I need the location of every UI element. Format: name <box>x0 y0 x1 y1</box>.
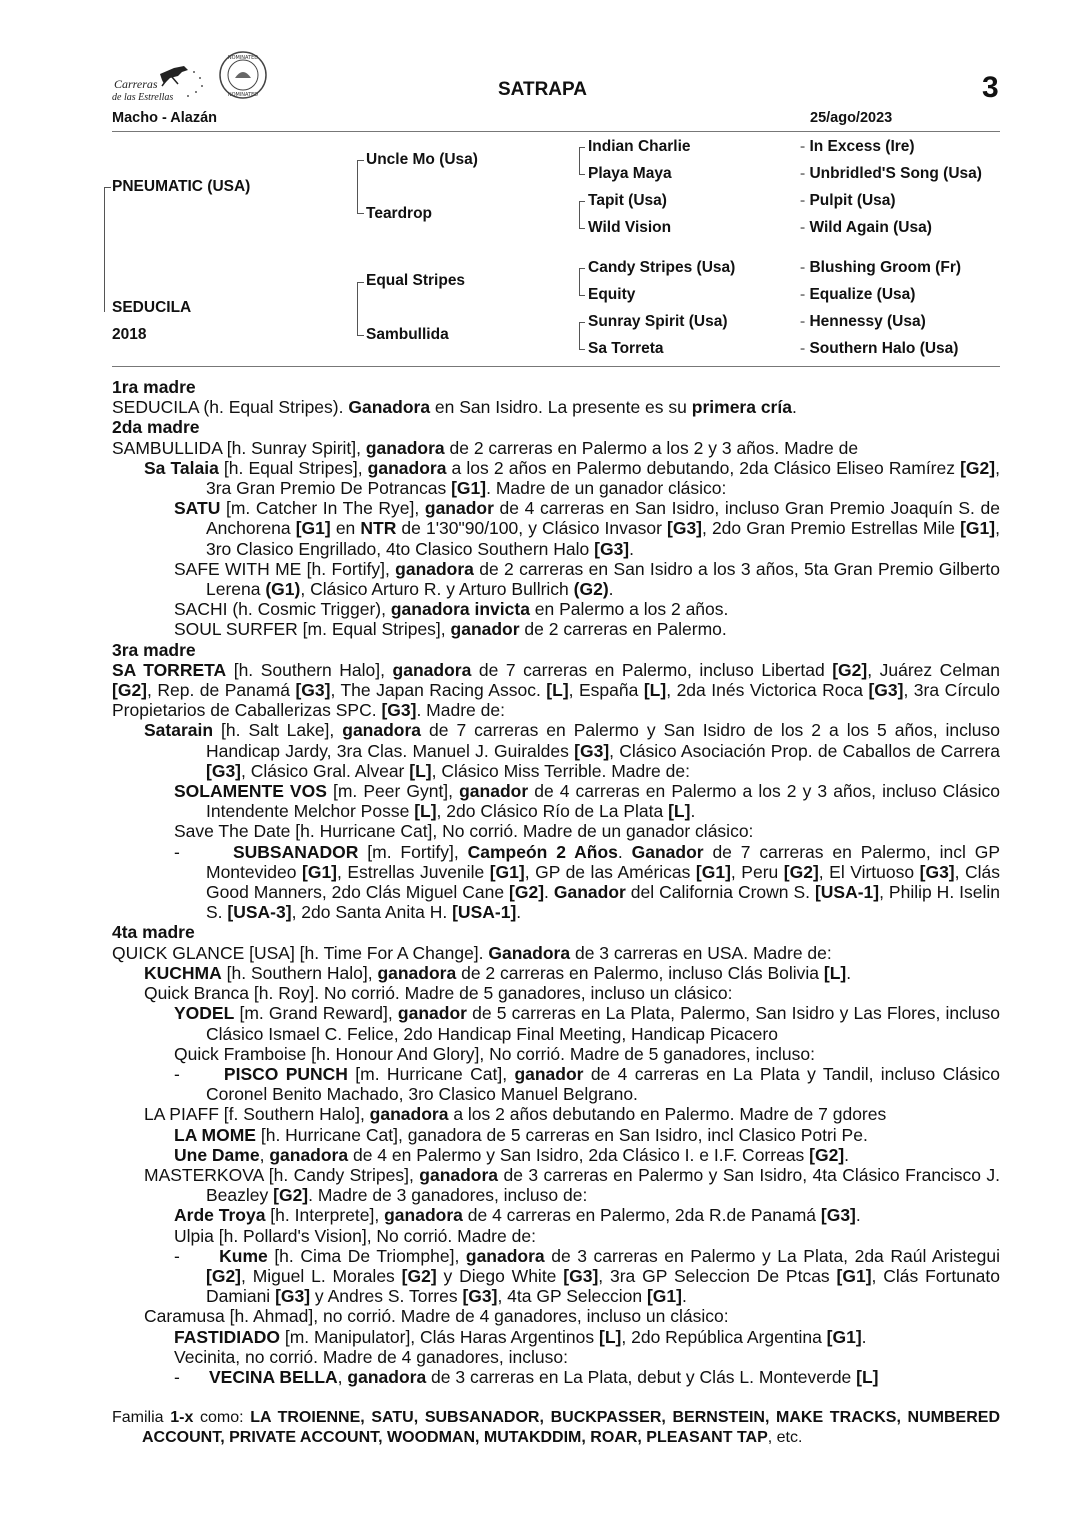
pedigree-g2: Uncle Mo (Usa) <box>366 151 478 168</box>
section-heading: 2da madre <box>112 417 200 438</box>
pedigree-g3: Equity <box>588 286 636 303</box>
section-heading: 1ra madre <box>112 377 196 397</box>
produce-entry: Arde Troya [h. Interprete], ganadora de 4 carreras en Palermo, 2da R.de Panamá [G3]. <box>174 1205 861 1226</box>
produce-entry: Une Dame, ganadora de 4 en Palermo y San Isidro, 2da Clásico I. e I.F. Correas [G2]. <box>174 1144 850 1165</box>
fourth-dam-entry: QUICK GLANCE [USA] [h. Time For A Change]. Ganadora de 3 carreras en USA. Madre de: <box>112 942 832 963</box>
breeders-cup-seal <box>218 50 268 100</box>
pedigree-g2: Equal Stripes <box>366 272 466 289</box>
produce-entry: SATU [m. Catcher In The Rye], ganador de 4 carreras en San Isidro, incluso Gran Premio Joaquín S. de Anchorena [G1] en NTR de 1'30"90/100, y Clásico Invasor [G3], 2do Gran Premio Estrellas Mile [G1], 3ro Clasico Engrillado, 4to Clasico Southern Halo [G3]. <box>174 498 1000 559</box>
produce-entry: SACHI (h. Cosmic Trigger), ganadora invicta en Palermo a los 2 años. <box>174 599 729 620</box>
pedigree-g4: - Unbridled'S Song (Usa) <box>800 165 982 182</box>
produce-entry: SAFE WITH ME [h. Fortify], ganadora de 2 carreras en San Isidro a los 3 años, 5ta Gran Premio Gilberto Lerena (G1), Clásico Arturo R. y Arturo Bullrich (G2). <box>174 558 1000 600</box>
produce-entry: Sa Talaia [h. Equal Stripes], ganadora a los 2 años en Palermo debutando, 2da Clásico Eliseo Ramírez [G2], 3ra Gran Premio De Potrancas [G1]. Madre de un ganador clásico: <box>144 457 1000 499</box>
sex-color: Macho - Alazán <box>112 110 218 126</box>
produce-entry: Quick Framboise [h. Honour And Glory], No corrió. Madre de 5 ganadores, incluso: <box>174 1043 815 1064</box>
produce-entry: FASTIDIADO [m. Manipulator], Clás Haras Argentinos [L], 2do República Argentina [G1]. <box>174 1326 867 1347</box>
produce-entry: LA MOME [h. Hurricane Cat], ganadora de 5 carreras en San Isidro, incl Clasico Potri Pe. <box>174 1124 868 1145</box>
produce-entry: MASTERKOVA [h. Candy Stripes], ganadora de 3 carreras en Palermo y San Isidro, 4ta Clásico Francisco J. Beazley [G2]. Madre de 3 ganadores, incluso de: <box>144 1164 1000 1206</box>
pedigree-divider <box>112 366 1000 367</box>
svg-text:NOMINATED: NOMINATED <box>227 92 259 98</box>
produce-entry: - SUBSANADOR [m. Fortify], Campeón 2 Años. Ganador de 7 carreras en Palermo, incl GP Montevideo [G1], Estrellas Juvenile [G1], GP de las Américas [G1], Peru [G2], El Virtuoso [G3], Clás Good Manners, 2do Clás Miguel Cane [G2]. Ganador del California Crown S. [USA-1], Philip H. Iselin S. [USA-3], 2do Santa Anita H. [USA-1]. <box>174 841 1001 923</box>
family-notes <box>112 377 1000 1387</box>
third-dam-entry: SA TORRETA [h. Southern Halo], ganadora de 7 carreras en Palermo, incluso Libertad [G2], Juárez Celman [G2], Rep. de Panamá [G3], The Japan Racing Assoc. [L], España [L], 2da Inés Victorica Roca [G3], 3ra Círculo Propietarios de Caballerizas SPC. [G3]. Madre de: <box>112 659 1001 721</box>
section-heading: 4ta madre <box>112 922 195 943</box>
pedigree-g4: - Pulpit (Usa) <box>800 192 896 209</box>
sale-date: 25/ago/2023 <box>810 110 893 126</box>
horse-icon <box>112 60 212 104</box>
pedigree-g4: - In Excess (Ire) <box>800 138 915 155</box>
birth-year: 2018 <box>112 326 147 343</box>
footer-etc: , etc. <box>767 1429 803 1446</box>
pedigree-g3: Tapit (Usa) <box>588 192 667 209</box>
produce-entry: - VECINA BELLA, ganadora de 3 carreras en La Plata, debut y Clás L. Monteverde [L] <box>174 1366 879 1387</box>
produce-entry: - Kume [h. Cima De Triomphe], ganadora de 3 carreras en Palermo y La Plata, 2da Raúl Aristegui [G2], Miguel L. Morales [G2] y Diego White [G3], 3ra GP Seleccion De Ptcas [G1], Clás Fortunato Damiani [G3] y Andres S. Torres [G3], 4ta GP Seleccion [G1]. <box>174 1245 1001 1307</box>
pedigree-g4: - Hennessy (Usa) <box>800 313 926 330</box>
granddam-entry: SAMBULLIDA [h. Sunray Spirit], ganadora de 2 carreras en Palermo a los 2 y 3 años. Madre de <box>112 437 859 458</box>
pedigree-g4: - Southern Halo (Usa) <box>800 340 959 357</box>
produce-entry: KUCHMA [h. Southern Halo], ganadora de 2 carreras en Palermo, incluso Clás Bolivia [L]. <box>144 962 852 983</box>
produce-entry: YODEL [m. Grand Reward], ganador de 5 carreras en La Plata, Palermo, San Isidro y Las Flores, incluso Clásico Ismael C. Felice, 2do Handicap Final Meeting, Handicap Picacero <box>174 1003 1000 1044</box>
produce-entry: SOLAMENTE VOS [m. Peer Gynt], ganador de 4 carreras en Palermo a los 2 y 3 años, incluso Clásico Intendente Melchor Posse [L], 2do Clásico Río de La Plata [L]. <box>174 781 1000 822</box>
svg-text:Carreras: Carreras <box>114 77 158 91</box>
family-footer <box>112 1408 1000 1448</box>
race-logo <box>112 60 212 104</box>
sire-name: PNEUMATIC (USA) <box>112 178 251 195</box>
header-divider <box>112 131 1000 132</box>
pedigree-g3: Sunray Spirit (Usa) <box>588 313 728 330</box>
section-heading: 3ra madre <box>112 639 196 660</box>
pedigree-g3: Indian Charlie <box>588 138 691 155</box>
dam-entry: SEDUCILA (h. Equal Stripes). Ganadora en San Isidro. La presente es su primera cría. <box>112 397 797 418</box>
family-names: LA TROIENNE, SATU, SUBSANADOR, BUCKPASSER, BERNSTEIN, MAKE TRACKS, NUMBERED ACCOUNT, PRIVATE ACCOUNT, WOODMAN, MUTAKDDIM, ROAR, PLEASANT TAP <box>142 1409 1001 1446</box>
footer-intro: Familia <box>112 1409 171 1426</box>
produce-entry: Save The Date [h. Hurricane Cat], No corrió. Madre de un ganador clásico: <box>174 821 754 842</box>
produce-entry: Satarain [h. Salt Lake], ganadora de 7 carreras en Palermo y San Isidro de los 2 a los 5 años, incluso Handicap Jardy, 3ra Clas. Manuel J. Guiraldes [G3], Clásico Asociación Prop. de Caballos de Carrera [G3], Clásico Gral. Alvear [L], Clásico Miss Terrible. Madre de: <box>144 720 1001 781</box>
catalog-number: 3 <box>982 71 999 104</box>
pedigree-g4: - Blushing Groom (Fr) <box>800 259 962 276</box>
svg-text:NOMINATED: NOMINATED <box>227 55 259 61</box>
produce-entry: LA PIAFF [f. Southern Halo], ganadora a los 2 años debutando en Palermo. Madre de 7 gdores <box>144 1104 887 1125</box>
dam-name: SEDUCILA <box>112 299 192 316</box>
svg-text:de las Estrellas: de las Estrellas <box>112 92 174 103</box>
family-number: 1-x <box>170 1409 194 1426</box>
pedigree-g3: Candy Stripes (Usa) <box>588 259 736 276</box>
pedigree-g3: Playa Maya <box>588 165 672 182</box>
pedigree-g4: - Equalize (Usa) <box>800 286 916 303</box>
produce-entry: Caramusa [h. Ahmad], no corrió. Madre de 4 ganadores, incluso un clásico: <box>144 1306 729 1327</box>
produce-entry: SOUL SURFER [m. Equal Stripes], ganador de 2 carreras en Palermo. <box>174 619 727 640</box>
footer-como: como: <box>193 1409 251 1426</box>
produce-entry: Quick Branca [h. Roy]. No corrió. Madre de 5 ganadores, incluso un clásico: <box>144 983 733 1004</box>
horse-name: SATRAPA <box>498 79 588 100</box>
pedigree-g3: Wild Vision <box>588 219 672 236</box>
produce-entry: Ulpia [h. Pollard's Vision], No corrió. Madre de: <box>174 1225 536 1246</box>
produce-entry: Vecinita, no corrió. Madre de 4 ganadores, incluso: <box>174 1346 568 1367</box>
pedigree-g3: Sa Torreta <box>588 340 664 357</box>
produce-entry: - PISCO PUNCH [m. Hurricane Cat], ganador de 4 carreras en La Plata y Tandil, incluso Clásico Coronel Benito Machado, 3ro Clasico Manuel Belgrano. <box>174 1063 1000 1105</box>
pedigree-g2: Sambullida <box>366 326 449 343</box>
pedigree-g2: Teardrop <box>366 205 433 222</box>
pedigree-g4: - Wild Again (Usa) <box>800 219 932 236</box>
